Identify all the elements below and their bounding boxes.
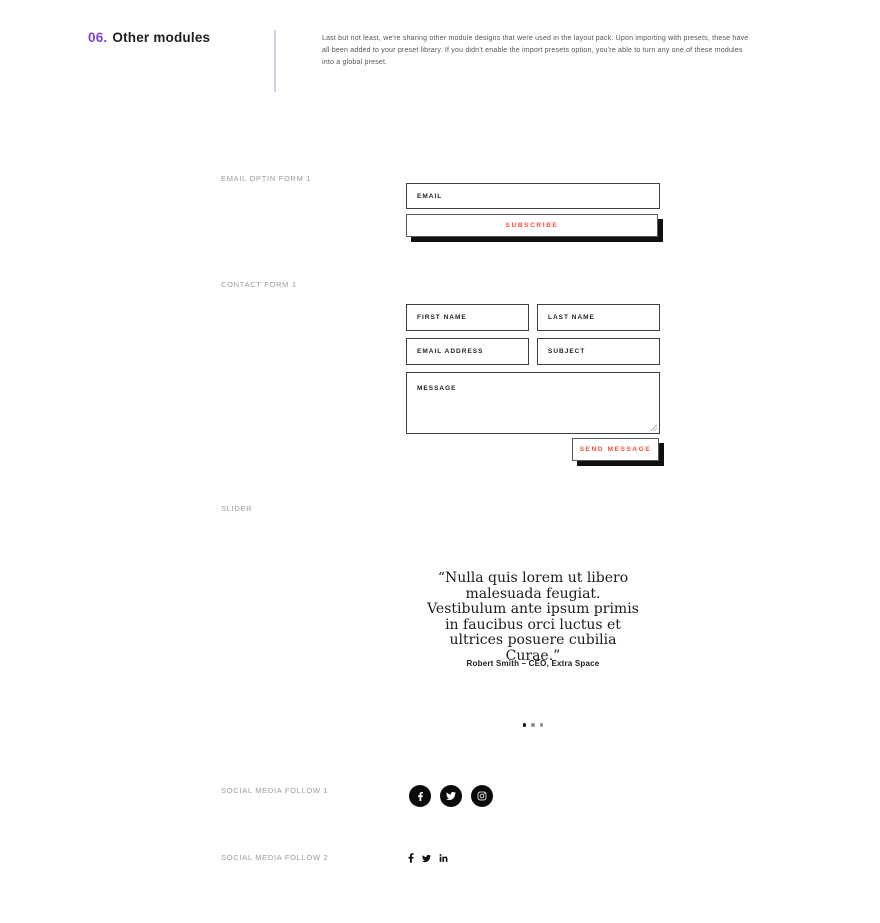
instagram-button[interactable] [471,785,493,807]
instagram-icon [477,791,487,801]
slider-author: Robert Smith – CEO, Extra Space [466,659,600,668]
last-name-input[interactable] [537,304,660,331]
social-follow-2-row [408,853,448,863]
slider-dot[interactable] [531,723,535,727]
section-number: 06. [88,30,108,45]
facebook-icon [408,853,414,863]
section-title: Other modules [112,30,211,45]
slider-dots [406,723,660,727]
facebook-icon [416,792,425,801]
send-message-button[interactable]: SEND MESSAGE [572,438,659,461]
linkedin-link[interactable] [439,853,448,863]
subject-input[interactable] [537,338,660,365]
contact-form-label: CONTACT FORM 1 [221,280,297,289]
email-address-input[interactable] [406,338,529,365]
slider-dot-active[interactable] [523,723,527,727]
social-follow-1-row [409,785,493,807]
slider-dot[interactable] [540,723,544,727]
email-optin-email-input[interactable] [406,183,660,209]
vertical-divider [274,30,276,92]
facebook-link[interactable] [408,853,414,863]
slider-label: SLIDER [221,504,253,513]
twitter-icon [446,791,456,801]
section-heading [88,30,210,45]
twitter-link[interactable] [422,853,431,863]
intro-paragraph: Last but not least, we're sharing other module designs that were used in the layout pack. Upon importing with presets, these have all been added to your preset library. If you didn't enable the import presets option, you're able to turn any one of these modules into a global preset. [322,35,749,66]
first-name-input[interactable] [406,304,529,331]
social-follow-1-label: SOCIAL MEDIA FOLLOW 1 [221,786,329,795]
subscribe-button[interactable]: SUBSCRIBE [406,214,658,237]
twitter-icon [422,854,431,863]
slider-quote [406,571,660,664]
message-textarea[interactable] [406,372,660,434]
linkedin-icon [439,854,448,863]
email-optin-label: EMAIL OPTIN FORM 1 [221,174,312,183]
facebook-button[interactable] [409,785,431,807]
social-follow-2-label: SOCIAL MEDIA FOLLOW 2 [221,853,329,862]
textarea-resize-handle-icon[interactable] [650,424,657,431]
slider-quote-text: “Nulla quis lorem ut libero malesuada feugiat. Vestibulum ante ipsum primis in faucibus orci luctus et ultrices posuere cubilia Curae.” [427,570,639,664]
twitter-button[interactable] [440,785,462,807]
